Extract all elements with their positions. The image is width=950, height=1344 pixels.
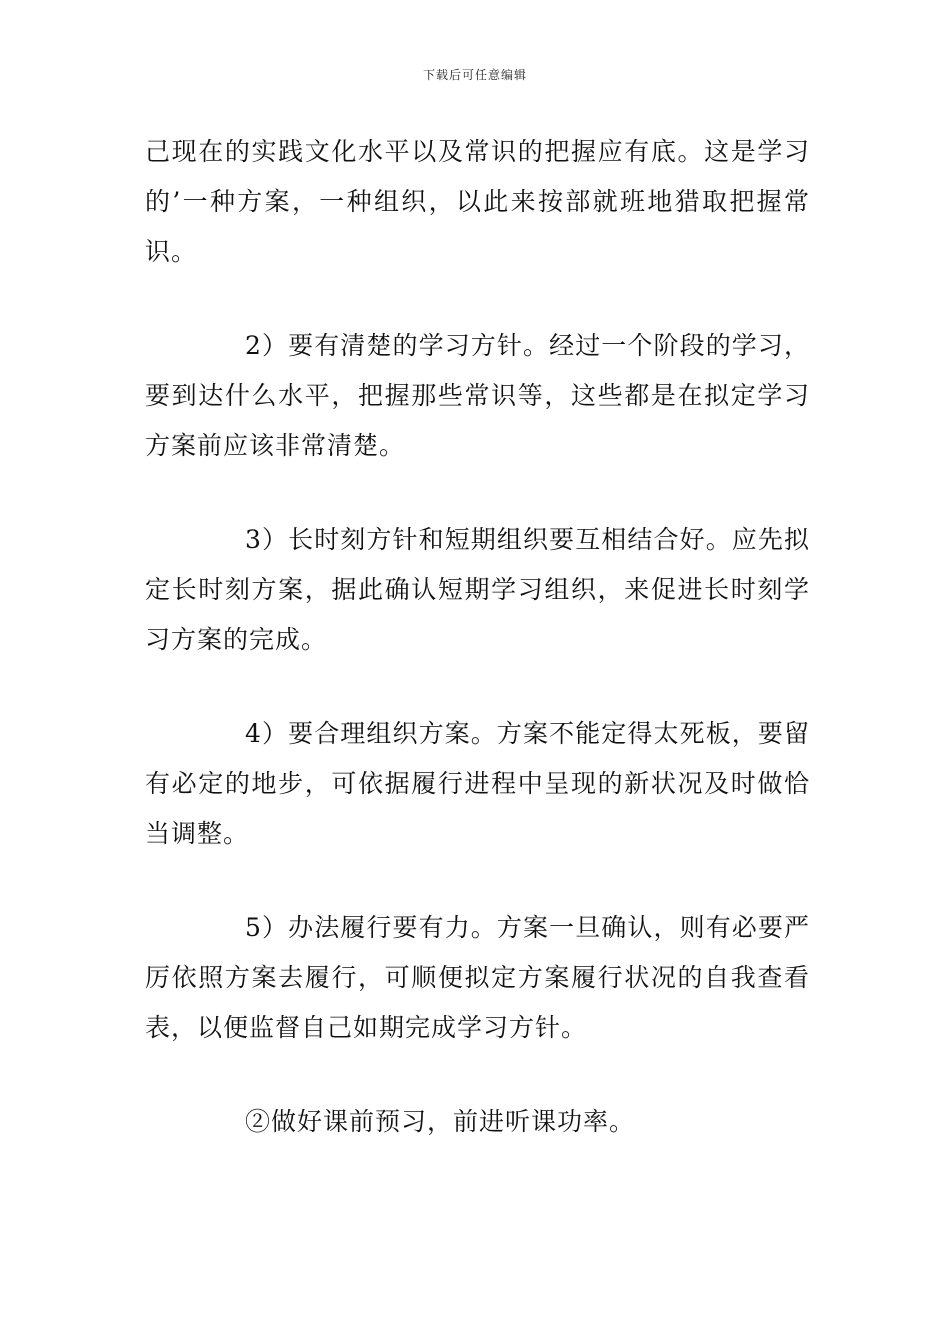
paragraph-item-4: 4）要合理组织方案。方案不能定得太死板，要留有必定的地步，可依据履行进程中呈现的新状况及时做恰当调整。 xyxy=(145,719,810,848)
paragraph-item-3: 3）长时刻方针和短期组织要互相结合好。应先拟定长时刻方案，据此确认短期学习组织，来促进长时刻学习方案的完成。 xyxy=(145,525,810,654)
paragraph-continuation: 己现在的实践文化水平以及常识的把握应有底。这是学习的’一种方案，一种组织，以此来按部就班地猎取把握常识。 xyxy=(145,137,810,266)
document-body xyxy=(145,127,810,1191)
paragraph-item-2: 2）要有清楚的学习方针。经过一个阶段的学习，要到达什么水平，把握那些常识等，这些都是在拟定学习方案前应该非常清楚。 xyxy=(145,331,810,460)
header-note: 下载后可任意编辑 xyxy=(422,68,527,82)
paragraph-section-2: ②做好课前预习，前进听课功率。 xyxy=(245,1107,636,1136)
paragraph-item-5: 5）办法履行要有力。方案一旦确认，则有必要严厉依照方案去履行，可顺便拟定方案履行状况的自我查看表，以便监督自己如期完成学习方针。 xyxy=(145,913,810,1042)
